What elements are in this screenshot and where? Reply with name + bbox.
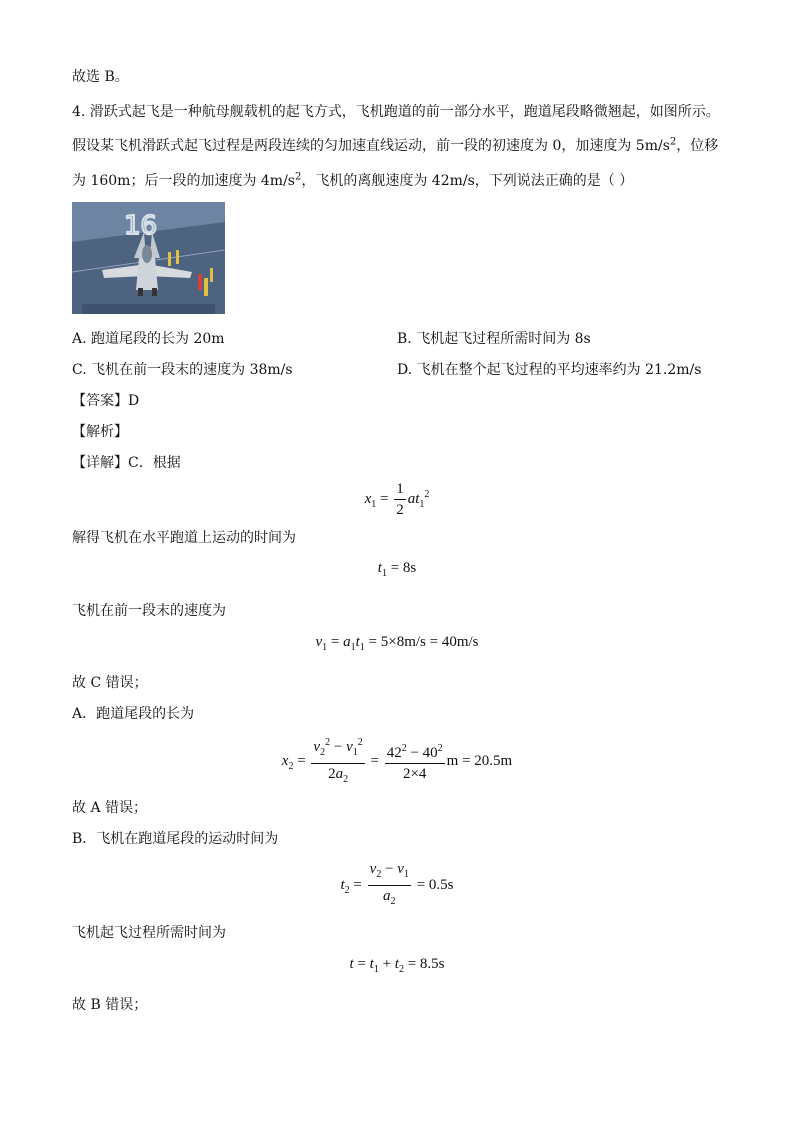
question-4-line-1: 4. 滑跃式起飞是一种航母舰载机的起飞方式，飞机跑道的前一部分水平，跑道尾段略微翘起，如图所示。 — [72, 104, 720, 120]
a-text: A．跑道尾段的长为 — [72, 706, 195, 722]
equation-x2: $x_2$ = $\frac{v_2^2 - v_1^2}{2a_2}$ = $\frac{42^2 - 40^2}{2\times 4}$ m = 20.5m — [0, 734, 794, 789]
equation-total-t: $t = t_1 + t_2 = 8.5s$ — [349, 956, 445, 975]
analysis-label: 【解析】 — [72, 424, 128, 440]
equation-t1: $t_1 = 8s$ — [377, 560, 417, 579]
question-4-line-3: 为 160m；后一段的加速度为 $4m/s^2$，飞机的离舰速度为 42m/s，下列说法正确的是（ ） — [72, 171, 634, 189]
option-c: C. 飞机在前一段末的速度为 38m/s — [72, 362, 293, 378]
line-choose-b: 故选 B。 — [72, 69, 129, 85]
option-b: B. 飞机起飞过程所需时间为 8s — [397, 331, 591, 347]
answer-label: 【答案】D — [72, 393, 140, 409]
equation-t2: $t_2$ = $\frac{v_2 - v_1}{a_2}$ = 0.5s — [340, 861, 454, 907]
total-time-text: 飞机起飞过程所需时间为 — [72, 925, 226, 941]
deck-number: 16 — [124, 211, 158, 241]
aircraft-carrier-photo — [72, 202, 225, 314]
equation-v1: $v_1 = a_1t_1 = 5\times 8m/s = 40m/s$ — [315, 634, 479, 653]
b-wrong-text: 故 B 错误； — [72, 997, 148, 1013]
equation-x1: $x_1$ = $\frac{1}{2}$ $at_1^2$ — [364, 481, 430, 518]
solve-t1-text: 解得飞机在水平跑道上运动的时间为 — [72, 530, 296, 546]
option-d: D. 飞机在整个起飞过程的平均速率约为 21.2m/s — [397, 362, 702, 378]
carrier-jet-illustration — [72, 202, 225, 314]
a-wrong-text: 故 A 错误； — [72, 800, 148, 816]
detail-label: 【详解】C．根据 — [72, 455, 181, 471]
v1-text: 飞机在前一段末的速度为 — [72, 603, 226, 619]
option-a: A. 跑道尾段的长为 20m — [72, 331, 225, 347]
question-4-line-2: 假设某飞机滑跃式起飞过程是两段连续的匀加速直线运动，前一段的初速度为 0，加速度为 $5m/s^2$，位移 — [72, 136, 719, 154]
b-text: B．飞机在跑道尾段的运动时间为 — [72, 831, 279, 847]
c-wrong-text: 故 C 错误； — [72, 675, 148, 691]
